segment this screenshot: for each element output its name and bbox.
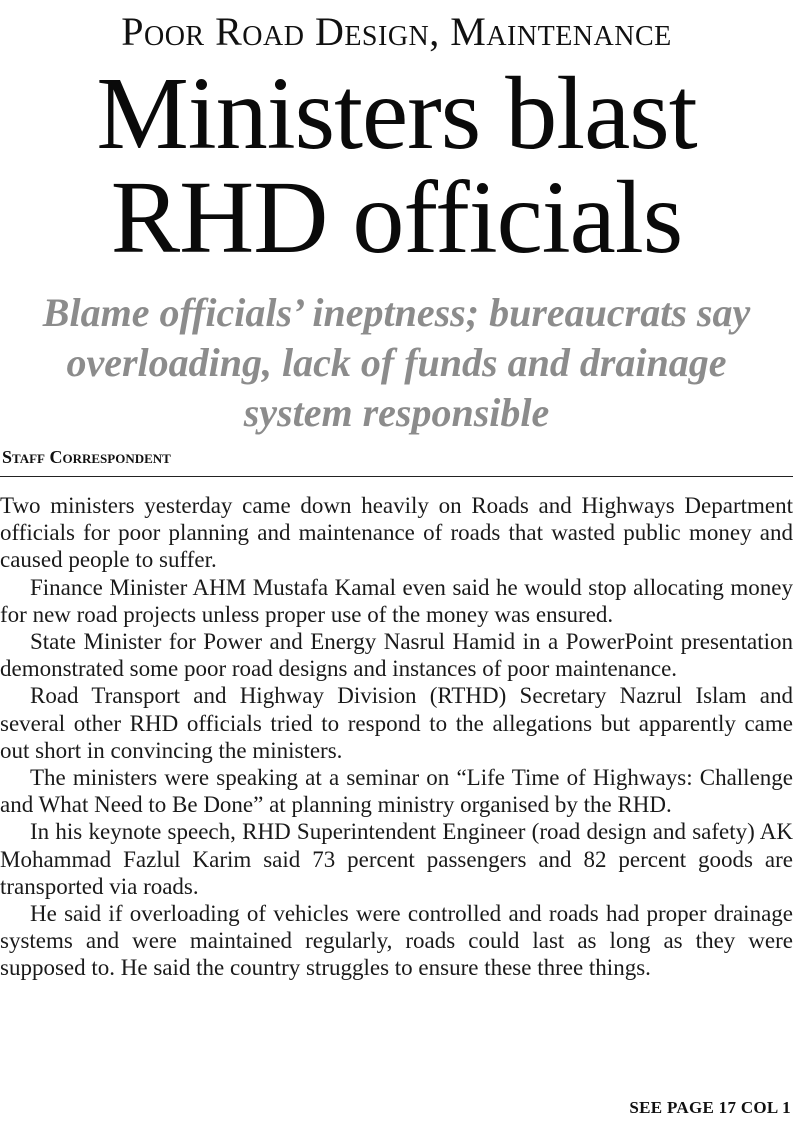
subheadline xyxy=(0,288,793,438)
paragraph: The ministers were speaking at a seminar on “Life Time of Highways: Challenge and What Need to Be Done” at planning ministry organised by the RHD. xyxy=(0,765,793,818)
paragraph: Road Transport and Highway Division (RTHD) Secretary Nazrul Islam and several other RHD officials tried to respond to the allegations but apparently came out short in convincing the ministers. xyxy=(0,683,793,763)
paragraph: He said if overloading of vehicles were controlled and roads had proper drainage systems and were maintained regularly, roads could last as long as they were supposed to. He said the country struggles to ensure these three things. xyxy=(0,901,793,981)
kicker: Poor Road Design, Maintenance xyxy=(121,9,672,54)
subheadline-line-2: overloading, lack of funds and drainage xyxy=(66,340,727,385)
article-body xyxy=(0,492,793,982)
paragraph: State Minister for Power and Energy Nasrul Hamid in a PowerPoint presentation demonstrated some poor road designs and instances of poor maintenance. xyxy=(0,629,793,682)
headline xyxy=(0,56,793,275)
subheadline-line-3: system responsible xyxy=(243,390,550,435)
headline-line-1: Ministers blast xyxy=(96,56,697,171)
continued-on-page: SEE PAGE 17 COL 1 xyxy=(629,1098,791,1117)
byline: Staff Correspondent xyxy=(2,447,171,467)
headline-line-2: RHD officials xyxy=(110,160,683,275)
byline-divider xyxy=(0,476,793,477)
paragraph: In his keynote speech, RHD Superintendent Engineer (road design and safety) AK Mohammad Fazlul Karim said 73 percent passengers and 82 percent goods are transported via roads. xyxy=(0,819,793,899)
subheadline-line-1: Blame officials’ ineptness; bureaucrats say xyxy=(42,290,751,335)
paragraph: Finance Minister AHM Mustafa Kamal even said he would stop allocating money for new road projects unless proper use of the money was ensured. xyxy=(0,574,793,627)
paragraph: Two ministers yesterday came down heavily on Roads and Highways Department officials for poor planning and maintenance of roads that wasted public money and caused people to suffer. xyxy=(0,493,793,573)
